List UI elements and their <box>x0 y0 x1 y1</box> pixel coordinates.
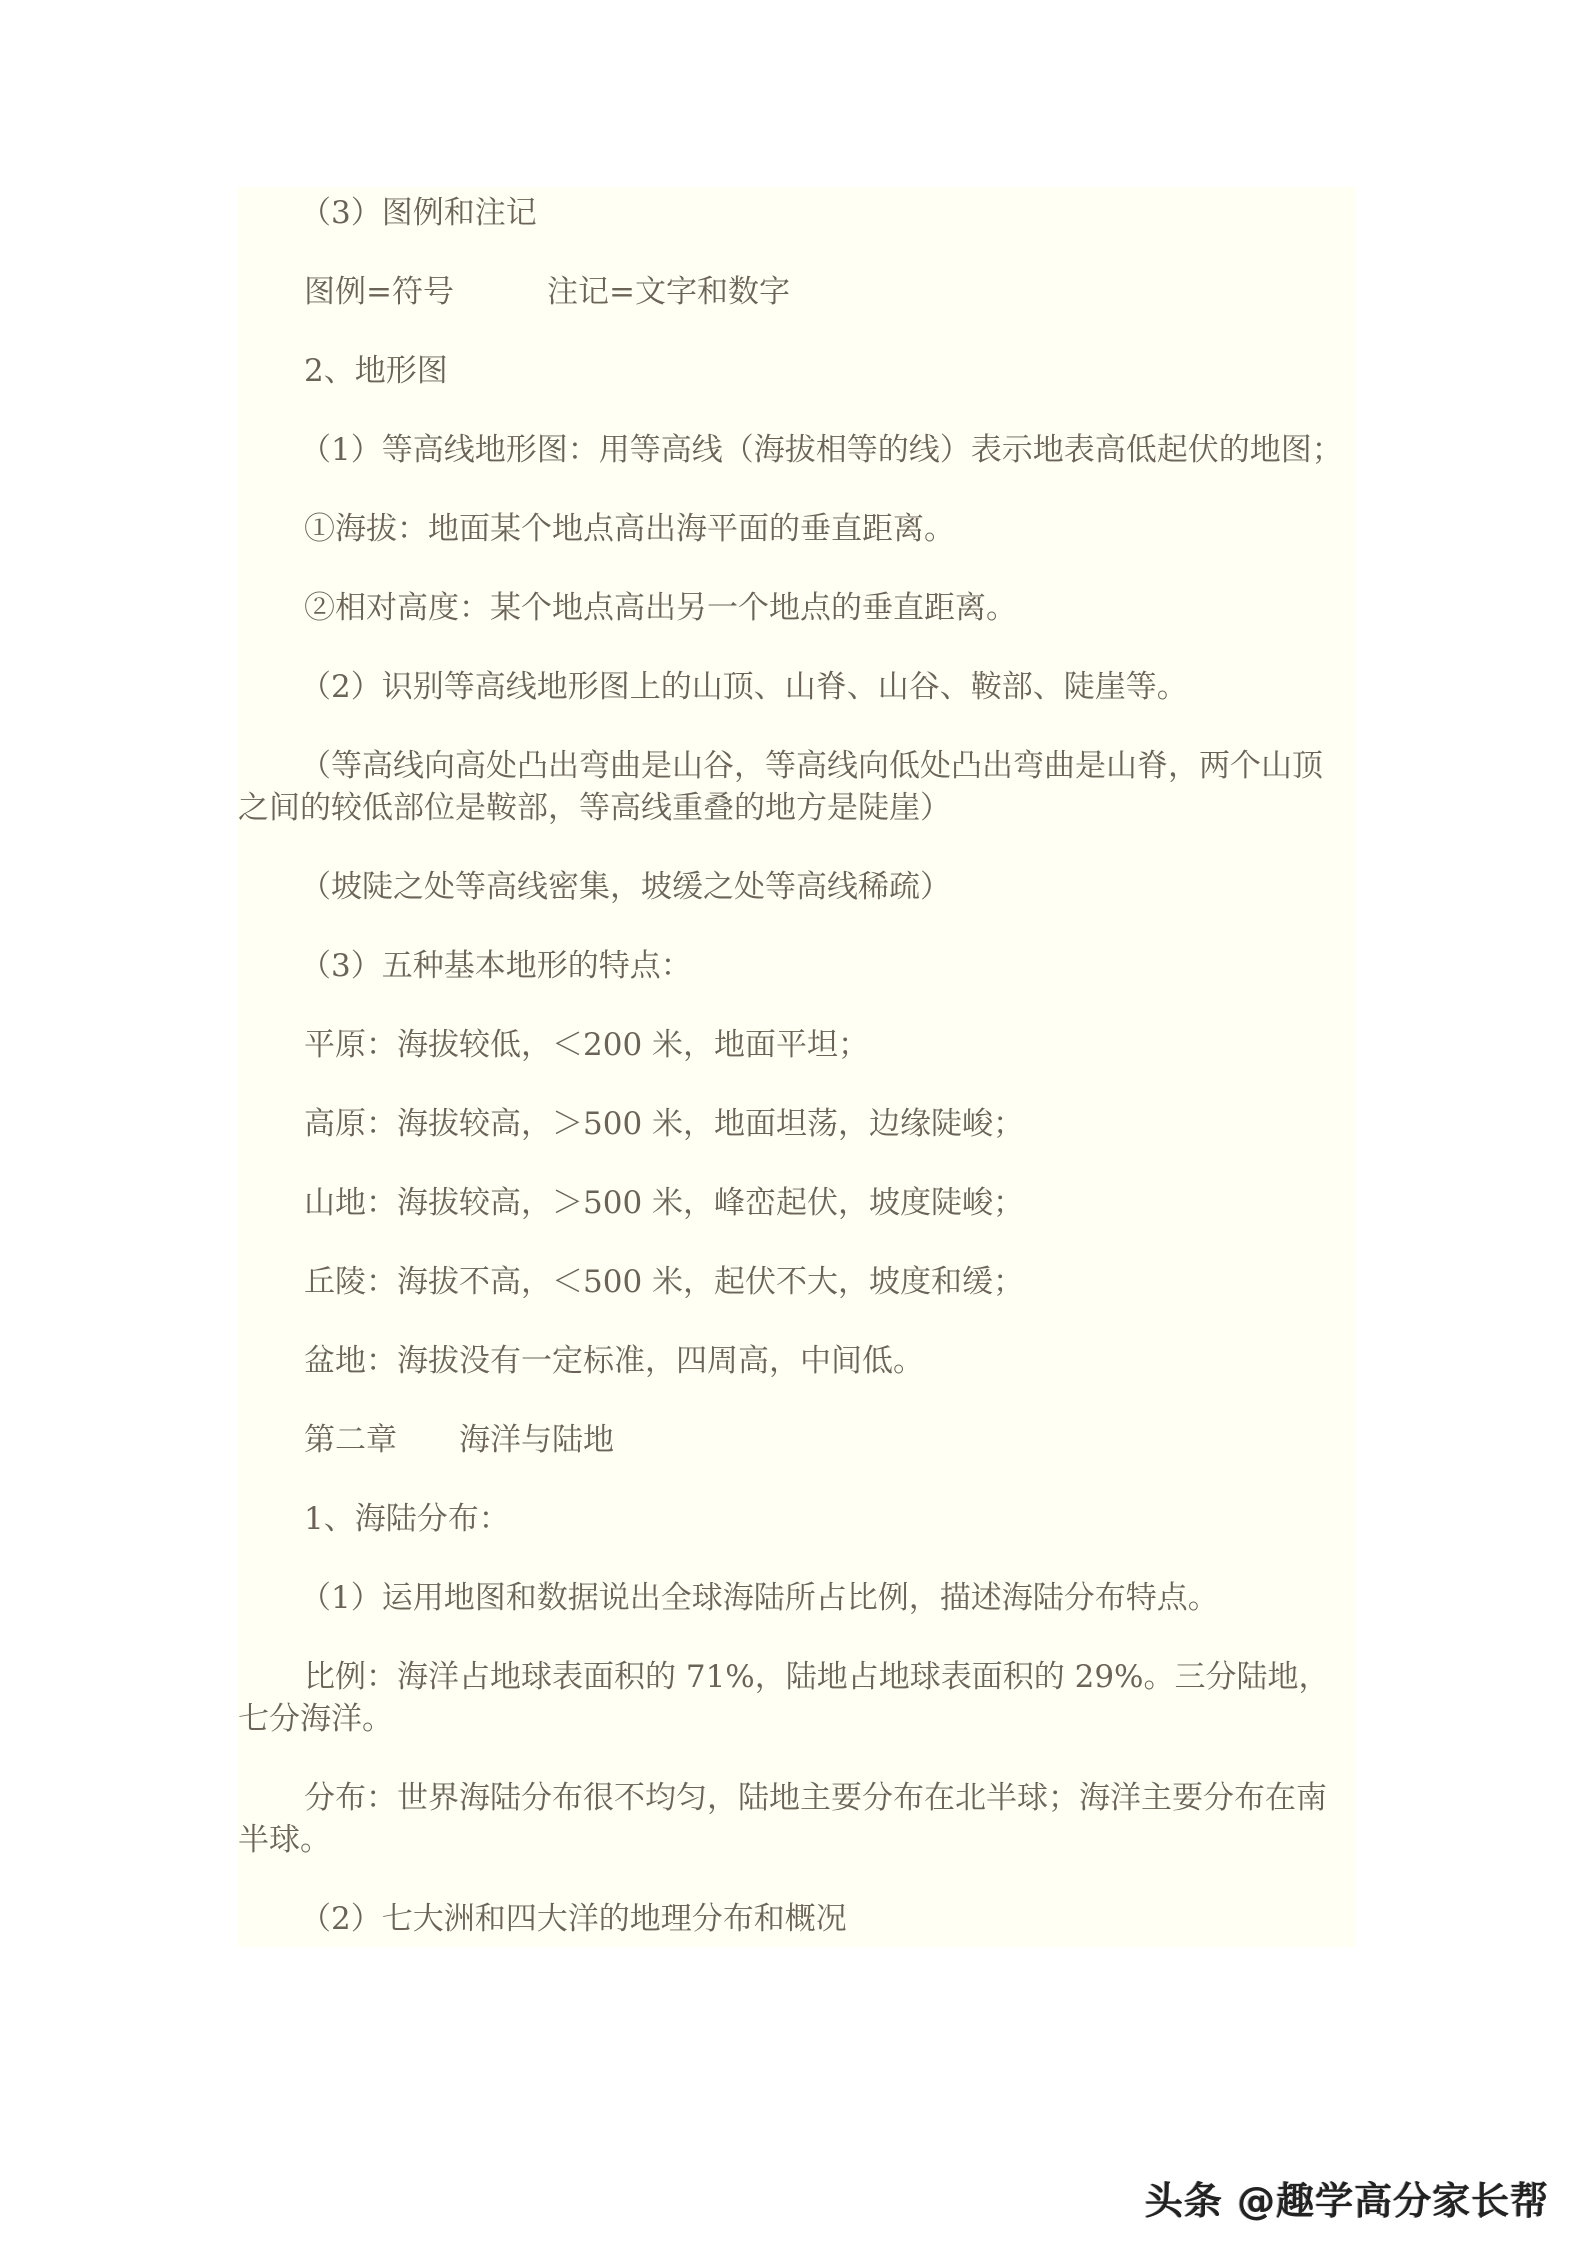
text-line: （等高线向高处凸出弯曲是山谷，等高线向低处凸出弯曲是山脊，两个山顶 <box>300 748 1323 784</box>
text-line: 丘陵：海拔不高，＜500 米，起伏不大，坡度和缓； <box>304 1264 1025 1300</box>
text-line: 图例=符号 注记=文字和数字 <box>304 274 790 310</box>
document-page <box>238 187 1356 1947</box>
paragraph <box>238 1498 1356 1540</box>
paragraph <box>238 945 1356 987</box>
text-line: （坡陡之处等高线密集，坡缓之处等高线稀疏） <box>300 869 951 905</box>
text-line: 盆地：海拔没有一定标准，四周高，中间低。 <box>304 1343 924 1379</box>
paragraph <box>238 1261 1356 1303</box>
paragraph <box>238 666 1356 708</box>
text-line: （1）运用地图和数据说出全球海陆所占比例，描述海陆分布特点。 <box>300 1580 1219 1616</box>
text-line: 半球。 <box>238 1822 331 1858</box>
text-line: 分布：世界海陆分布很不均匀，陆地主要分布在北半球；海洋主要分布在南 <box>304 1780 1327 1816</box>
paragraph <box>238 271 1356 313</box>
paragraph <box>238 350 1356 392</box>
paragraph <box>238 587 1356 629</box>
paragraph <box>238 192 1356 234</box>
watermark: 头条 @趣学高分家长帮 <box>1145 2179 1550 2223</box>
text-line: 1、海陆分布： <box>304 1501 510 1537</box>
paragraph <box>238 1182 1356 1224</box>
paragraph <box>238 429 1356 471</box>
paragraph <box>238 1024 1356 1066</box>
text-line: （1）等高线地形图：用等高线（海拔相等的线）表示地表高低起伏的地图； <box>300 432 1343 468</box>
paragraph <box>238 745 1356 829</box>
text-line: （2）识别等高线地形图上的山顶、山脊、山谷、鞍部、陡崖等。 <box>300 669 1188 705</box>
text-line: 之间的较低部位是鞍部，等高线重叠的地方是陡崖） <box>238 790 951 826</box>
text-line: 平原：海拔较低，＜200 米，地面平坦； <box>304 1027 870 1063</box>
paragraph <box>238 866 1356 908</box>
text-line: 比例：海洋占地球表面积的 71%，陆地占地球表面积的 29%。三分陆地， <box>304 1659 1330 1695</box>
paragraph <box>238 1656 1356 1740</box>
paragraph <box>238 1419 1356 1461</box>
text-line: （2）七大洲和四大洋的地理分布和概况 <box>300 1901 847 1937</box>
text-line: ②相对高度：某个地点高出另一个地点的垂直距离。 <box>304 590 1017 626</box>
paragraph <box>238 508 1356 550</box>
text-line: （3）五种基本地形的特点： <box>300 948 692 984</box>
text-line: 山地：海拔较高，＞500 米，峰峦起伏，坡度陡峻； <box>304 1185 1025 1221</box>
text-line: ①海拔：地面某个地点高出海平面的垂直距离。 <box>304 511 955 547</box>
text-line: 2、地形图 <box>304 353 448 389</box>
paragraph <box>238 1103 1356 1145</box>
text-line: 第二章 海洋与陆地 <box>304 1422 614 1458</box>
paragraph <box>238 1340 1356 1382</box>
text-line: （3）图例和注记 <box>300 195 537 231</box>
text-line: 七分海洋。 <box>238 1701 393 1737</box>
paragraph <box>238 1898 1356 1940</box>
paragraph <box>238 1777 1356 1861</box>
text-line: 高原：海拔较高，＞500 米，地面坦荡，边缘陡峻； <box>304 1106 1025 1142</box>
paragraph <box>238 1577 1356 1619</box>
